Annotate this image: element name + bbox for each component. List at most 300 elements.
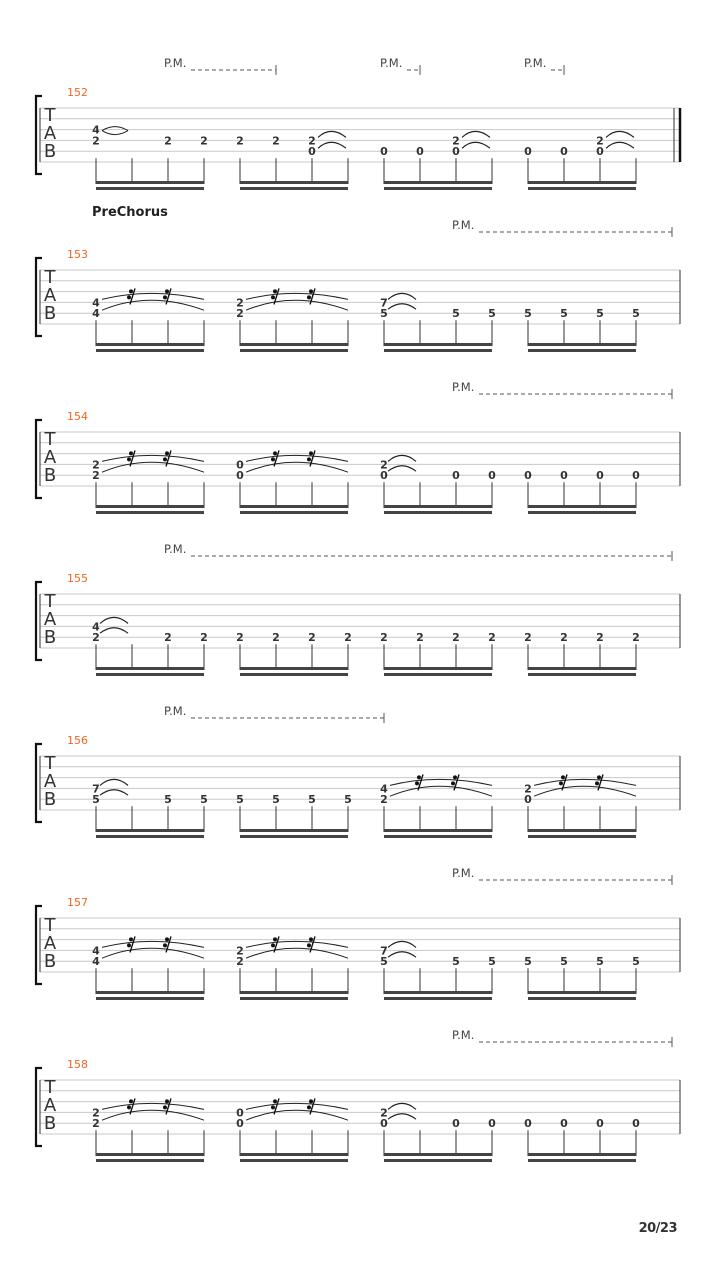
fret-number: 4 bbox=[92, 296, 100, 310]
beam bbox=[384, 343, 492, 346]
measure-number: 158 bbox=[67, 1058, 88, 1071]
slide-arc bbox=[100, 628, 128, 634]
rest-dot bbox=[165, 451, 169, 455]
beat-group bbox=[92, 124, 208, 190]
tab-system bbox=[36, 1028, 680, 1162]
slide-arc bbox=[462, 131, 490, 137]
rest-dot bbox=[309, 289, 313, 293]
fret-number: 5 bbox=[524, 307, 532, 321]
rest-dot bbox=[271, 943, 275, 947]
rest-dot bbox=[309, 937, 313, 941]
palm-mute-label: P.M. bbox=[164, 704, 187, 718]
rest-dot bbox=[129, 937, 133, 941]
rest-dot bbox=[559, 781, 563, 785]
fret-number: 5 bbox=[488, 307, 496, 321]
fret-number: 0 bbox=[524, 1117, 532, 1131]
beam bbox=[528, 829, 636, 832]
rest-dot bbox=[309, 451, 313, 455]
fret-number: 2 bbox=[236, 955, 244, 969]
beam bbox=[96, 511, 204, 514]
measure-number: 157 bbox=[67, 896, 88, 909]
beam bbox=[528, 1159, 636, 1162]
beam bbox=[384, 1153, 492, 1156]
beam bbox=[384, 673, 492, 676]
fret-number: 2 bbox=[596, 134, 604, 148]
palm-mute-marking bbox=[452, 1028, 672, 1047]
rest-dot bbox=[307, 1105, 311, 1109]
beam bbox=[384, 997, 492, 1000]
fret-number: 0 bbox=[380, 145, 388, 159]
beam bbox=[384, 667, 492, 670]
fret-number: 0 bbox=[452, 1117, 460, 1131]
slide-arc bbox=[318, 142, 346, 148]
rest-dot bbox=[273, 1099, 277, 1103]
beam bbox=[528, 181, 636, 184]
fret-number: 4 bbox=[380, 782, 388, 796]
fret-number: 2 bbox=[236, 944, 244, 958]
fret-number: 0 bbox=[560, 469, 568, 483]
tab-clef-letter: B bbox=[43, 141, 57, 162]
rest-dot bbox=[163, 943, 167, 947]
tab-clef-letter: A bbox=[43, 123, 57, 144]
palm-mute-label: P.M. bbox=[452, 1028, 475, 1042]
palm-mute-marking bbox=[164, 56, 276, 75]
beam bbox=[384, 829, 492, 832]
fret-number: 2 bbox=[452, 134, 460, 148]
fret-number: 0 bbox=[488, 469, 496, 483]
rest-dot bbox=[127, 943, 131, 947]
fret-number: 2 bbox=[164, 134, 172, 148]
hold-arc bbox=[102, 941, 204, 947]
hold-arc bbox=[246, 462, 348, 472]
rest-dot bbox=[451, 781, 455, 785]
slide-arc bbox=[100, 617, 128, 623]
slide-arc bbox=[388, 304, 416, 310]
fret-number: 7 bbox=[380, 296, 388, 310]
fret-number: 2 bbox=[272, 134, 280, 148]
fret-number: 5 bbox=[596, 307, 604, 321]
fret-number: 0 bbox=[596, 145, 604, 159]
tab-clef-letter: A bbox=[43, 609, 57, 630]
beam bbox=[528, 511, 636, 514]
beam bbox=[96, 349, 204, 352]
fret-number: 5 bbox=[452, 307, 460, 321]
fret-number: 5 bbox=[344, 793, 352, 807]
hold-arc bbox=[534, 786, 636, 796]
rest-dot bbox=[129, 289, 133, 293]
fret-number: 0 bbox=[236, 469, 244, 483]
fret-number: 2 bbox=[308, 134, 316, 148]
hold-arc bbox=[102, 1110, 204, 1120]
fret-number: 5 bbox=[560, 955, 568, 969]
tab-clef-letter: T bbox=[44, 753, 56, 774]
beat-group bbox=[380, 774, 492, 838]
beat-group bbox=[524, 774, 636, 838]
fret-number: 2 bbox=[380, 458, 388, 472]
beat-group bbox=[524, 1117, 640, 1162]
beam bbox=[528, 343, 636, 346]
beam bbox=[240, 349, 348, 352]
fret-number: 2 bbox=[200, 631, 208, 645]
slide-arc bbox=[606, 142, 634, 148]
rest-dot bbox=[307, 943, 311, 947]
beam bbox=[96, 505, 204, 508]
hold-arc bbox=[390, 786, 492, 796]
fret-number: 2 bbox=[200, 134, 208, 148]
fret-number: 5 bbox=[308, 793, 316, 807]
beam bbox=[384, 511, 492, 514]
fret-number: 2 bbox=[416, 631, 424, 645]
rest-dot bbox=[271, 295, 275, 299]
fret-number: 2 bbox=[380, 1106, 388, 1120]
beam bbox=[240, 505, 348, 508]
beat-group bbox=[236, 288, 348, 352]
beat-group bbox=[524, 955, 640, 1000]
beat-group bbox=[236, 793, 352, 838]
slide-arc bbox=[606, 131, 634, 137]
tie-arc bbox=[102, 131, 128, 135]
fret-number: 5 bbox=[164, 793, 172, 807]
slide-arc bbox=[388, 455, 416, 461]
beam bbox=[384, 835, 492, 838]
tab-clef-letter: B bbox=[43, 627, 57, 648]
tab-clef-letter: B bbox=[43, 303, 57, 324]
beam bbox=[96, 673, 204, 676]
beam bbox=[240, 997, 348, 1000]
fret-number: 2 bbox=[92, 458, 100, 472]
palm-mute-marking bbox=[164, 542, 672, 561]
tab-clef-letter: T bbox=[44, 915, 56, 936]
rest-dot bbox=[271, 457, 275, 461]
rest-dot bbox=[165, 1099, 169, 1103]
rest-dot bbox=[307, 295, 311, 299]
measure-number: 153 bbox=[67, 248, 88, 261]
beam bbox=[240, 829, 348, 832]
tab-clef-letter: T bbox=[44, 267, 56, 288]
fret-number: 0 bbox=[596, 469, 604, 483]
fret-number: 2 bbox=[380, 793, 388, 807]
rest-dot bbox=[163, 295, 167, 299]
palm-mute-label: P.M. bbox=[452, 380, 475, 394]
fret-number: 0 bbox=[380, 469, 388, 483]
fret-number: 2 bbox=[380, 631, 388, 645]
beam bbox=[96, 829, 204, 832]
fret-number: 0 bbox=[416, 145, 424, 159]
beam bbox=[96, 1153, 204, 1156]
fret-number: 2 bbox=[92, 631, 100, 645]
beat-group bbox=[92, 936, 204, 1000]
tab-system bbox=[36, 704, 680, 838]
beam bbox=[96, 343, 204, 346]
fret-number: 7 bbox=[92, 782, 100, 796]
slide-arc bbox=[100, 790, 128, 796]
palm-mute-label: P.M. bbox=[452, 866, 475, 880]
hold-arc bbox=[246, 455, 348, 461]
fret-number: 2 bbox=[344, 631, 352, 645]
fret-number: 2 bbox=[632, 631, 640, 645]
rest-dot bbox=[127, 457, 131, 461]
fret-number: 0 bbox=[560, 1117, 568, 1131]
slide-arc bbox=[388, 1114, 416, 1120]
fret-number: 2 bbox=[236, 134, 244, 148]
slide-arc bbox=[388, 1103, 416, 1109]
fret-number: 5 bbox=[92, 793, 100, 807]
beat-group bbox=[92, 450, 204, 514]
beam bbox=[528, 187, 636, 190]
fret-number: 5 bbox=[488, 955, 496, 969]
fret-number: 5 bbox=[200, 793, 208, 807]
rest-dot bbox=[307, 457, 311, 461]
beam bbox=[240, 991, 348, 994]
fret-number: 0 bbox=[524, 145, 532, 159]
tab-system bbox=[36, 56, 680, 190]
hold-arc bbox=[102, 455, 204, 461]
rest-dot bbox=[127, 1105, 131, 1109]
fret-number: 5 bbox=[380, 955, 388, 969]
rest-dot bbox=[127, 295, 131, 299]
beam bbox=[528, 673, 636, 676]
fret-number: 0 bbox=[632, 1117, 640, 1131]
beam bbox=[384, 505, 492, 508]
fret-number: 2 bbox=[164, 631, 172, 645]
beam bbox=[528, 1153, 636, 1156]
palm-mute-marking bbox=[524, 56, 564, 75]
fret-number: 2 bbox=[308, 631, 316, 645]
fret-number: 2 bbox=[236, 631, 244, 645]
tab-clef-letter: A bbox=[43, 447, 57, 468]
beam bbox=[240, 835, 348, 838]
tab-clef-letter: A bbox=[43, 285, 57, 306]
fret-number: 2 bbox=[92, 1106, 100, 1120]
fret-number: 0 bbox=[380, 1117, 388, 1131]
hold-arc bbox=[246, 1103, 348, 1109]
tab-system bbox=[36, 542, 680, 676]
beam bbox=[528, 667, 636, 670]
rest-dot bbox=[271, 1105, 275, 1109]
fret-number: 2 bbox=[488, 631, 496, 645]
page-number: 20/23 bbox=[638, 1221, 677, 1236]
fret-number: 7 bbox=[380, 944, 388, 958]
tab-clef-letter: A bbox=[43, 771, 57, 792]
tab-clef-letter: B bbox=[43, 789, 57, 810]
beam bbox=[240, 673, 348, 676]
fret-number: 4 bbox=[92, 620, 100, 634]
slide-arc bbox=[388, 941, 416, 947]
fret-number: 0 bbox=[632, 469, 640, 483]
beat-group bbox=[380, 631, 496, 676]
beam bbox=[240, 511, 348, 514]
beam bbox=[384, 187, 492, 190]
palm-mute-marking bbox=[452, 218, 672, 237]
beam bbox=[96, 1159, 204, 1162]
fret-number: 4 bbox=[92, 944, 100, 958]
beam bbox=[240, 1159, 348, 1162]
fret-number: 0 bbox=[452, 469, 460, 483]
slide-arc bbox=[388, 293, 416, 299]
rest-dot bbox=[129, 451, 133, 455]
beat-group bbox=[524, 307, 640, 352]
tab-system bbox=[36, 380, 680, 514]
palm-mute-label: P.M. bbox=[380, 56, 403, 70]
beam bbox=[528, 997, 636, 1000]
fret-number: 4 bbox=[92, 307, 100, 321]
beam bbox=[240, 1153, 348, 1156]
beam bbox=[96, 667, 204, 670]
fret-number: 0 bbox=[236, 458, 244, 472]
beam bbox=[528, 349, 636, 352]
palm-mute-marking bbox=[380, 56, 420, 75]
palm-mute-label: P.M. bbox=[524, 56, 547, 70]
fret-number: 0 bbox=[560, 145, 568, 159]
beat-group bbox=[524, 631, 640, 676]
beam bbox=[240, 343, 348, 346]
beam bbox=[384, 1159, 492, 1162]
rest-dot bbox=[165, 289, 169, 293]
beam bbox=[96, 835, 204, 838]
beat-group bbox=[92, 1098, 204, 1162]
fret-number: 0 bbox=[596, 1117, 604, 1131]
tab-clef-letter: A bbox=[43, 1095, 57, 1116]
hold-arc bbox=[246, 293, 348, 299]
rest-dot bbox=[163, 1105, 167, 1109]
palm-mute-label: P.M. bbox=[164, 56, 187, 70]
beat-group bbox=[92, 288, 204, 352]
fret-number: 5 bbox=[236, 793, 244, 807]
fret-number: 5 bbox=[560, 307, 568, 321]
fret-number: 2 bbox=[524, 782, 532, 796]
palm-mute-label: P.M. bbox=[452, 218, 475, 232]
beat-group bbox=[236, 631, 352, 676]
fret-number: 5 bbox=[380, 307, 388, 321]
tab-system bbox=[36, 205, 680, 352]
fret-number: 2 bbox=[92, 469, 100, 483]
hold-arc bbox=[534, 779, 636, 785]
section-label: PreChorus bbox=[92, 205, 168, 220]
rest-dot bbox=[415, 781, 419, 785]
beam bbox=[384, 991, 492, 994]
tab-clef-letter: T bbox=[44, 591, 56, 612]
rest-dot bbox=[273, 451, 277, 455]
fret-number: 2 bbox=[596, 631, 604, 645]
beam bbox=[240, 187, 348, 190]
fret-number: 2 bbox=[560, 631, 568, 645]
tab-system bbox=[36, 866, 680, 1000]
hold-arc bbox=[246, 941, 348, 947]
beat-group bbox=[236, 936, 348, 1000]
fret-number: 0 bbox=[452, 145, 460, 159]
rest-dot bbox=[595, 781, 599, 785]
tab-clef-letter: T bbox=[44, 105, 56, 126]
hold-arc bbox=[390, 779, 492, 785]
measure-number: 154 bbox=[67, 410, 88, 423]
palm-mute-label: P.M. bbox=[164, 542, 187, 556]
tab-clef-letter: A bbox=[43, 933, 57, 954]
slide-arc bbox=[388, 466, 416, 472]
rest-dot bbox=[165, 937, 169, 941]
rest-dot bbox=[129, 1099, 133, 1103]
beam bbox=[96, 997, 204, 1000]
fret-number: 5 bbox=[632, 307, 640, 321]
fret-number: 0 bbox=[236, 1106, 244, 1120]
hold-arc bbox=[102, 300, 204, 310]
rest-dot bbox=[273, 289, 277, 293]
hold-arc bbox=[246, 1110, 348, 1120]
rest-dot bbox=[273, 937, 277, 941]
fret-number: 5 bbox=[632, 955, 640, 969]
fret-number: 2 bbox=[524, 631, 532, 645]
hold-arc bbox=[102, 1103, 204, 1109]
tab-clef-letter: B bbox=[43, 1113, 57, 1134]
fret-number: 0 bbox=[524, 469, 532, 483]
beam bbox=[384, 181, 492, 184]
fret-number: 5 bbox=[272, 793, 280, 807]
tab-clef-letter: B bbox=[43, 951, 57, 972]
beam bbox=[96, 991, 204, 994]
beat-group bbox=[236, 1098, 348, 1162]
rest-dot bbox=[453, 775, 457, 779]
fret-number: 4 bbox=[92, 955, 100, 969]
tab-clef-letter: B bbox=[43, 465, 57, 486]
beam bbox=[96, 181, 204, 184]
hold-arc bbox=[246, 948, 348, 958]
fret-number: 2 bbox=[236, 307, 244, 321]
fret-number: 5 bbox=[596, 955, 604, 969]
fret-number: 0 bbox=[488, 1117, 496, 1131]
rest-dot bbox=[597, 775, 601, 779]
beam bbox=[240, 667, 348, 670]
slide-arc bbox=[318, 131, 346, 137]
rest-dot bbox=[163, 457, 167, 461]
hold-arc bbox=[246, 300, 348, 310]
slide-arc bbox=[100, 779, 128, 785]
fret-number: 5 bbox=[524, 955, 532, 969]
tab-clef-letter: T bbox=[44, 429, 56, 450]
fret-number: 2 bbox=[272, 631, 280, 645]
measure-number: 152 bbox=[67, 86, 88, 99]
fret-number: 0 bbox=[524, 793, 532, 807]
palm-mute-marking bbox=[452, 380, 672, 399]
slide-arc bbox=[462, 142, 490, 148]
beat-group bbox=[524, 469, 640, 514]
palm-mute-marking bbox=[164, 704, 384, 723]
measure-number: 156 bbox=[67, 734, 88, 747]
rest-dot bbox=[309, 1099, 313, 1103]
hold-arc bbox=[102, 293, 204, 299]
fret-number: 0 bbox=[236, 1117, 244, 1131]
measure-number: 155 bbox=[67, 572, 88, 585]
fret-number: 2 bbox=[236, 296, 244, 310]
beam bbox=[384, 349, 492, 352]
beam bbox=[528, 835, 636, 838]
fret-number: 5 bbox=[452, 955, 460, 969]
hold-arc bbox=[102, 948, 204, 958]
tab-clef-letter: T bbox=[44, 1077, 56, 1098]
fret-number: 2 bbox=[92, 134, 100, 148]
hold-arc bbox=[102, 462, 204, 472]
beam bbox=[96, 187, 204, 190]
rest-dot bbox=[417, 775, 421, 779]
slide-arc bbox=[388, 952, 416, 958]
fret-number: 2 bbox=[452, 631, 460, 645]
beam bbox=[528, 991, 636, 994]
beam bbox=[528, 505, 636, 508]
fret-number: 4 bbox=[92, 123, 100, 137]
palm-mute-marking bbox=[452, 866, 672, 885]
beam bbox=[240, 181, 348, 184]
rest-dot bbox=[561, 775, 565, 779]
fret-number: 0 bbox=[308, 145, 316, 159]
beat-group bbox=[236, 450, 348, 514]
